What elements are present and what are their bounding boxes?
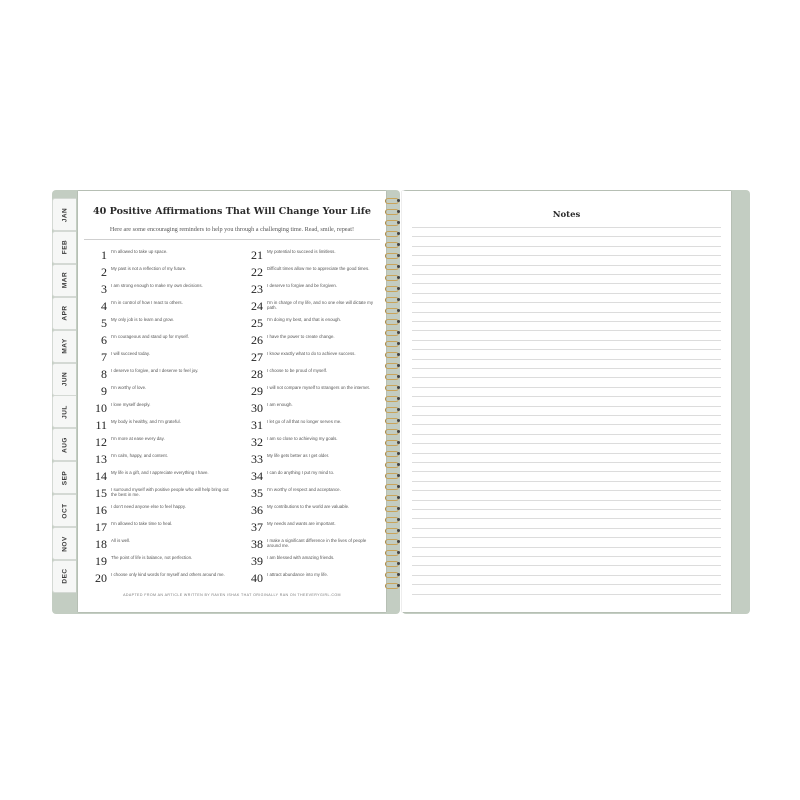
note-line[interactable] [412,547,721,548]
tab-label: DEC [61,568,68,585]
affirmation-item [78,248,236,265]
spiral-coil [383,417,403,427]
affirmation-item [78,418,236,435]
spiral-coil [383,274,403,284]
affirmations-title: 40 Positive Affirmations That Will Change Your Life [92,206,372,217]
affirmation-text: My body is healthy, and I'm grateful. [111,419,181,424]
affirmation-number: 4 [101,299,107,313]
note-line[interactable] [412,471,721,472]
affirmation-text: I'm allowed to take up space. [111,249,168,254]
affirmations-page [78,191,386,612]
spiral-coil [383,285,403,295]
note-line[interactable] [412,312,721,313]
affirmation-item [78,554,236,571]
tab-label: FEB [61,240,68,255]
affirmation-number: 15 [95,486,107,500]
tab-label: JAN [61,207,68,222]
spiral-coil [383,505,403,515]
article-credit: ADAPTED FROM AN ARTICLE WRITTEN BY RAVEN ISHAK THAT ORIGINALLY RAN ON THEEVERYGIRL.COM [123,593,341,597]
tab-oct[interactable] [52,494,76,527]
note-line[interactable] [412,424,721,425]
affirmation-item [241,554,381,571]
tab-label: APR [61,305,68,321]
affirmation-item [241,282,381,299]
affirmation-text: My past is not a reflection of my future. [111,266,187,271]
affirmation-number: 30 [251,401,263,415]
affirmation-text: The point of life is balance, not perfection. [111,555,193,560]
note-line[interactable] [412,283,721,284]
affirmation-number: 1 [101,248,107,262]
affirmation-number: 22 [251,265,263,279]
spiral-coil [383,252,403,262]
note-line[interactable] [412,330,721,331]
note-line[interactable] [412,453,721,454]
affirmation-item [241,350,381,367]
affirmation-number: 8 [101,367,107,381]
affirmation-text: I will not compare myself to strangers on the internet. [267,385,370,390]
note-line[interactable] [412,528,721,529]
affirmation-item [241,248,381,265]
spiral-coil [383,241,403,251]
spiral-coil [383,516,403,526]
spiral-binding [383,197,403,592]
affirmation-item [78,265,236,282]
spiral-coil [383,527,403,537]
tab-label: OCT [61,502,68,519]
affirmation-number: 10 [95,401,107,415]
affirmation-text: I am so close to achieving my goals. [267,436,338,441]
note-line[interactable] [412,255,721,256]
tab-label: MAY [61,338,68,354]
tab-jun[interactable] [52,363,76,396]
affirmation-number: 36 [251,503,263,517]
affirmation-item [241,418,381,435]
affirmation-text: I have the power to create change. [267,334,335,339]
affirmation-text: I'm courageous and stand up for myself. [111,334,189,339]
affirmation-text: I'm more at ease every day. [111,436,165,441]
tab-label: MAR [61,272,68,289]
affirmation-item [241,299,381,316]
spiral-coil [383,428,403,438]
tab-feb[interactable] [52,231,76,264]
note-line[interactable] [412,509,721,510]
note-line[interactable] [412,274,721,275]
affirmation-text: My needs and wants are important. [267,521,336,526]
tab-jan[interactable] [52,198,76,231]
affirmation-item [241,537,381,554]
note-line[interactable] [412,246,721,247]
spiral-coil [383,362,403,372]
affirmation-number: 24 [251,299,263,313]
tab-label: AUG [61,436,68,453]
note-line[interactable] [412,556,721,557]
affirmation-number: 31 [251,418,263,432]
affirmation-number: 27 [251,350,263,364]
spiral-coil [383,571,403,581]
affirmation-number: 23 [251,282,263,296]
spiral-coil [383,197,403,207]
note-line[interactable] [412,490,721,491]
affirmation-item [241,333,381,350]
affirmation-number: 17 [95,520,107,534]
affirmation-number: 26 [251,333,263,347]
spiral-coil [383,549,403,559]
note-line[interactable] [412,462,721,463]
spiral-coil [383,340,403,350]
affirmation-text: Difficult times allow me to appreciate the good times. [267,266,370,271]
affirmation-text: I'm calm, happy, and content. [111,453,168,458]
spiral-coil [383,329,403,339]
affirmation-text: My contributions to the world are valuable. [267,504,350,509]
notes-page [402,191,731,612]
affirmation-number: 21 [251,248,263,262]
affirmation-text: I'm in charge of my life, and no one else will dictate my path. [267,300,374,311]
affirmation-text: I surround myself with positive people who will help bring out the best in me. [111,487,229,498]
spiral-coil [383,461,403,471]
note-line[interactable] [412,481,721,482]
spiral-coil [383,230,403,240]
affirmations-subtitle: Here are some encouraging reminders to help you through a challenging time. Read, smile, repeat! [109,226,355,233]
affirmation-number: 35 [251,486,263,500]
affirmation-number: 12 [95,435,107,449]
affirmation-item [78,316,236,333]
spiral-coil [383,560,403,570]
affirmation-text: I will succeed today. [111,351,150,356]
spiral-coil [383,208,403,218]
notes-title: Notes [552,210,581,220]
tab-aug[interactable] [52,428,76,461]
affirmation-number: 29 [251,384,263,398]
spiral-coil [383,219,403,229]
tab-nov[interactable] [52,527,76,560]
affirmation-number: 11 [95,418,107,432]
affirmation-item [78,367,236,384]
affirmation-text: I love myself deeply. [111,402,151,407]
affirmation-text: I can do anything I put my mind to. [267,470,335,475]
note-line[interactable] [412,368,721,369]
affirmation-text: I deserve to forgive and be forgiven. [267,283,338,288]
affirmation-number: 40 [251,571,263,585]
affirmation-text: My life gets better as I get older. [267,453,330,458]
affirmation-text: I don't need anyone else to feel happy. [111,504,186,509]
affirmation-item [241,486,381,503]
tab-jul[interactable] [52,395,76,428]
affirmation-text: I choose only kind words for myself and others around me. [111,572,225,577]
affirmation-number: 39 [251,554,263,568]
note-line[interactable] [412,227,721,228]
affirmation-item [241,384,381,401]
affirmation-item [78,486,236,503]
note-line[interactable] [412,302,721,303]
affirmation-item [78,282,236,299]
spiral-coil [383,296,403,306]
note-line[interactable] [412,443,721,444]
affirmation-text: I let go of all that no longer serves me. [267,419,342,424]
affirmation-item [241,503,381,520]
affirmation-number: 18 [95,537,107,551]
affirmation-number: 5 [101,316,107,330]
affirmation-item [78,401,236,418]
note-line[interactable] [412,236,721,237]
affirmation-text: I'm doing my best, and that is enough. [267,317,342,322]
affirmation-item [241,401,381,418]
spiral-coil [383,582,403,592]
affirmation-number: 20 [95,571,107,585]
note-line[interactable] [412,406,721,407]
affirmation-text: I'm in control of how I react to others. [111,300,183,305]
affirmation-number: 3 [101,282,107,296]
tab-dec[interactable] [52,560,76,593]
tab-label: SEP [61,470,68,485]
spiral-coil [383,439,403,449]
affirmation-item [78,452,236,469]
affirmation-text: I am strong enough to make my own decisions. [111,283,203,288]
note-line[interactable] [412,387,721,388]
note-line[interactable] [412,584,721,585]
affirmation-number: 33 [251,452,263,466]
tab-mar[interactable] [52,264,76,297]
spiral-coil [383,395,403,405]
tab-apr[interactable] [52,297,76,330]
note-line[interactable] [412,565,721,566]
affirmation-item [78,503,236,520]
spiral-coil [383,538,403,548]
note-line[interactable] [412,434,721,435]
title-divider [84,239,380,240]
affirmation-text: I make a significant difference in the lives of people around me. [267,538,367,549]
affirmation-item [78,469,236,486]
spiral-coil [383,483,403,493]
affirmation-number: 28 [251,367,263,381]
spiral-coil [383,472,403,482]
affirmation-number: 6 [101,333,107,347]
note-line[interactable] [412,377,721,378]
note-line[interactable] [412,321,721,322]
affirmation-text: My only job is to learn and grow. [111,317,174,322]
affirmation-text: I know exactly what to do to achieve success. [267,351,356,356]
note-line[interactable] [412,500,721,501]
affirmation-number: 9 [101,384,107,398]
affirmation-number: 14 [95,469,107,483]
affirmation-item [241,520,381,537]
spiral-coil [383,351,403,361]
affirmation-number: 25 [251,316,263,330]
spiral-coil [383,494,403,504]
tab-may[interactable] [52,330,76,363]
note-line[interactable] [412,575,721,576]
affirmation-number: 34 [251,469,263,483]
tab-sep[interactable] [52,461,76,494]
note-line[interactable] [412,415,721,416]
note-line[interactable] [412,396,721,397]
affirmation-item [78,520,236,537]
affirmation-item [241,435,381,452]
note-line[interactable] [412,594,721,595]
note-line[interactable] [412,518,721,519]
affirmation-item [241,265,381,282]
spiral-coil [383,318,403,328]
note-line[interactable] [412,349,721,350]
affirmation-item [78,333,236,350]
affirmation-text: I'm allowed to take time to heal. [111,521,173,526]
spiral-coil [383,384,403,394]
affirmation-number: 16 [95,503,107,517]
affirmation-number: 7 [101,350,107,364]
affirmation-item [241,367,381,384]
spiral-coil [383,450,403,460]
affirmation-text: I'm worthy of respect and acceptance. [267,487,341,492]
spiral-coil [383,263,403,273]
affirmation-number: 2 [101,265,107,279]
affirmation-number: 32 [251,435,263,449]
note-line[interactable] [412,537,721,538]
spiral-coil [383,373,403,383]
affirmation-item [78,435,236,452]
affirmation-text: I deserve to forgive, and I deserve to feel joy. [111,368,199,373]
affirmation-text: I am blessed with amazing friends. [267,555,335,560]
affirmation-number: 37 [251,520,263,534]
affirmation-item [78,350,236,367]
affirmation-text: I attract abundance into my life. [267,572,329,577]
spiral-coil [383,307,403,317]
tab-label: JUL [61,405,68,419]
note-line[interactable] [412,293,721,294]
tab-label: NOV [61,535,68,552]
tab-label: JUN [61,371,68,387]
affirmation-text: My potential to succeed is limitless. [267,249,336,254]
spiral-coil [383,406,403,416]
affirmation-number: 38 [251,537,263,551]
affirmation-text: I'm worthy of love. [111,385,147,390]
month-tabs [52,198,76,594]
note-line[interactable] [412,359,721,360]
affirmation-item [78,299,236,316]
affirmation-text: All is well. [111,538,131,543]
affirmation-item [78,571,236,588]
note-line[interactable] [412,265,721,266]
affirmation-item [241,469,381,486]
affirmation-item [78,537,236,554]
affirmation-number: 13 [95,452,107,466]
affirmation-item [78,384,236,401]
affirmation-text: I am enough. [267,402,293,407]
note-line[interactable] [412,340,721,341]
affirmation-item [241,452,381,469]
affirmation-item [241,316,381,333]
affirmation-text: I choose to be proud of myself. [267,368,328,373]
affirmation-text: My life is a gift, and I appreciate everything I have. [111,470,209,475]
affirmation-item [241,571,381,588]
affirmation-number: 19 [95,554,107,568]
